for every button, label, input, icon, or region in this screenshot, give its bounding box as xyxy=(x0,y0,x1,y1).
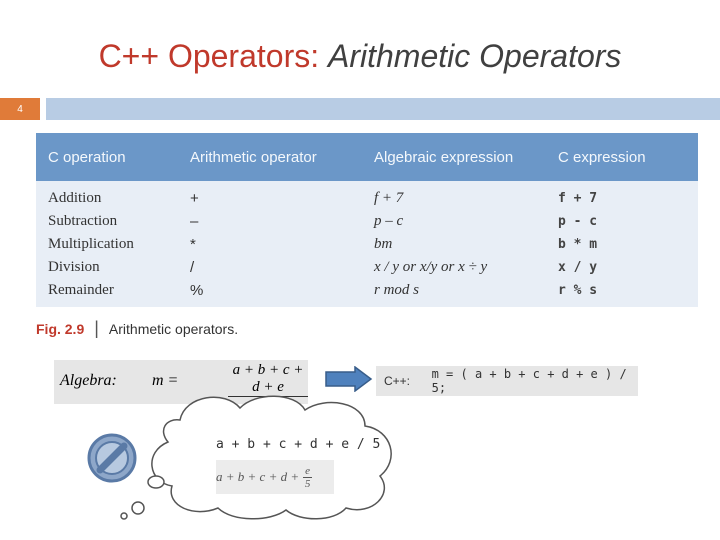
cell-algebraic: bm xyxy=(374,236,393,252)
no-sign-icon xyxy=(86,432,138,484)
figure-caption xyxy=(36,318,238,339)
wrong-expression-math xyxy=(216,460,334,494)
cell-algebraic: f + 7 xyxy=(374,190,404,206)
cell-c-expression: x / y xyxy=(558,260,598,275)
wrong-fraction xyxy=(303,465,312,490)
wrong-numerator: e xyxy=(305,464,311,477)
slide-number: 4 xyxy=(0,98,40,120)
thought-cloud-icon xyxy=(110,390,410,520)
wrong-prefix: a + b + c + d + xyxy=(216,469,300,484)
cpp-box xyxy=(376,366,638,396)
table-body xyxy=(36,181,698,302)
slide-title xyxy=(0,38,720,75)
wrong-expression-code: a + b + c + d + e / 5 xyxy=(216,437,381,452)
algebra-numerator: a + b + c + d + e xyxy=(228,362,308,397)
cell-operation: Remainder xyxy=(48,282,114,298)
cell-operation: Division xyxy=(48,259,100,275)
cell-algebraic: r mod s xyxy=(374,282,420,298)
cell-operation: Multiplication xyxy=(48,236,134,252)
right-arrow-icon xyxy=(325,366,373,392)
title-lead: C++ Operators: xyxy=(98,38,320,74)
cell-operator: + xyxy=(190,190,199,207)
cell-operation: Addition xyxy=(48,190,102,206)
cell-algebraic: p – c xyxy=(374,213,404,229)
operators-table xyxy=(36,133,698,307)
header-arith-operator: Arithmetic operator xyxy=(190,148,317,166)
cell-operator: % xyxy=(190,282,204,299)
cpp-label: C++: xyxy=(384,374,411,388)
figure-text: Arithmetic operators. xyxy=(108,320,239,337)
algebra-lhs: m = xyxy=(152,372,179,389)
algebra-label: Algebra: xyxy=(60,372,117,389)
wrong-denominator: 5 xyxy=(304,477,311,490)
cell-operator: – xyxy=(190,213,199,230)
cell-algebraic: x / y or x/y or x ÷ y xyxy=(374,259,488,275)
table-row xyxy=(36,279,698,302)
cell-c-expression: p - c xyxy=(558,214,598,229)
cell-c-expression: b * m xyxy=(558,237,598,252)
table-row xyxy=(36,187,698,210)
header-algebraic-expression: Algebraic expression xyxy=(374,148,514,166)
cpp-code: m = ( a + b + c + d + e ) / 5; xyxy=(431,367,627,395)
title-rest: Arithmetic Operators xyxy=(328,38,622,74)
cell-operator: / xyxy=(190,259,195,276)
cell-operator: * xyxy=(190,236,196,253)
table-header xyxy=(36,133,698,181)
cell-operation: Subtraction xyxy=(48,213,118,229)
table-row xyxy=(36,256,698,279)
header-c-expression: C expression xyxy=(558,148,646,166)
caption-separator: | xyxy=(94,318,99,338)
table-row xyxy=(36,210,698,233)
figure-label: Fig. 2.9 xyxy=(36,320,85,337)
header-c-operation: C operation xyxy=(48,148,126,166)
cell-c-expression: r % s xyxy=(558,283,598,298)
title-bar xyxy=(46,98,720,120)
cell-c-expression: f + 7 xyxy=(558,191,598,206)
table-row xyxy=(36,233,698,256)
